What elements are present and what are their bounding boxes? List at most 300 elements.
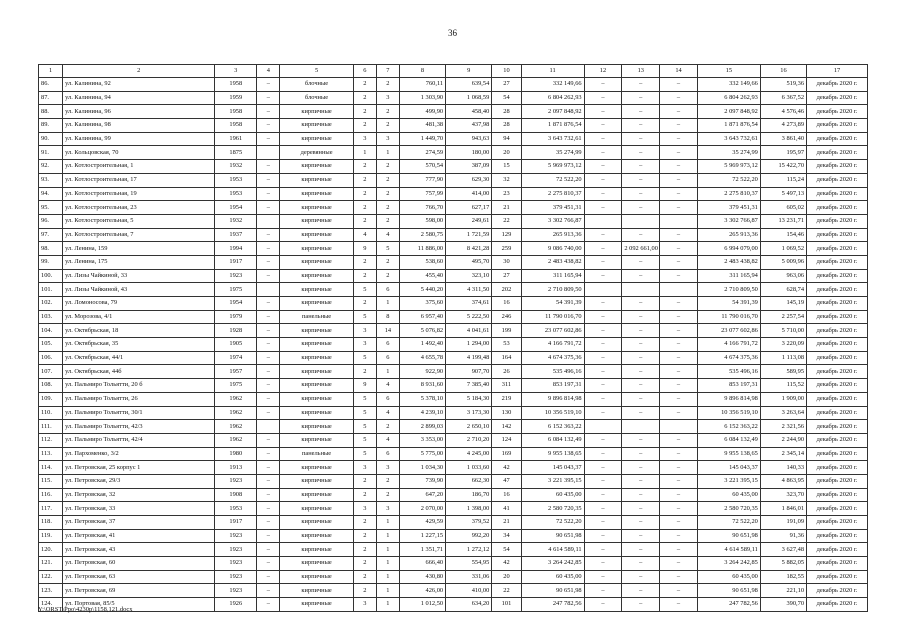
table-cell: 598,00 (399, 214, 445, 228)
table-cell: 2 (353, 78, 376, 92)
table-cell: – (257, 570, 280, 584)
table-cell: 2 097 848,92 (521, 105, 584, 119)
table-cell: ул. Пальмиро Тольятти, 26 (63, 392, 215, 406)
column-number: 11 (521, 65, 584, 78)
table-cell: 6 (376, 338, 399, 352)
table-cell: 102. (39, 297, 63, 311)
table-cell: – (660, 187, 698, 201)
table-cell: 6 994 079,00 (697, 242, 760, 256)
table-row (39, 119, 868, 133)
table-cell: 458,40 (446, 105, 492, 119)
table-cell: 2 483 438,82 (697, 255, 760, 269)
table-cell: 142 (492, 420, 521, 434)
table-cell: 1923 (215, 557, 257, 571)
table-cell: – (584, 365, 622, 379)
column-number: 10 (492, 65, 521, 78)
table-row (39, 173, 868, 187)
table-cell: 455,40 (399, 269, 445, 283)
table-cell: – (622, 474, 660, 488)
table-cell: ул. Петровская, 33 (63, 502, 215, 516)
table-row (39, 91, 868, 105)
table-cell: 3 302 766,87 (521, 214, 584, 228)
table-cell: – (660, 78, 698, 92)
table-cell: 2 (376, 105, 399, 119)
table-cell: 1962 (215, 406, 257, 420)
table-cell: – (622, 310, 660, 324)
table-cell: 101 (492, 598, 521, 612)
table-cell: 4 273,89 (760, 119, 806, 133)
table-row (39, 406, 868, 420)
table-cell: 72 522,20 (521, 516, 584, 530)
table-cell: 3 (353, 461, 376, 475)
table-cell: 11 790 016,70 (521, 310, 584, 324)
table-cell: кирпичные (280, 160, 353, 174)
table-cell: – (622, 598, 660, 612)
table-cell: 331,06 (446, 570, 492, 584)
table-cell: 538,60 (399, 255, 445, 269)
table-cell: 3 (376, 461, 399, 475)
table-cell: 249,61 (446, 214, 492, 228)
table-cell: – (584, 310, 622, 324)
table-cell: 259 (492, 242, 521, 256)
table-cell: 111. (39, 420, 63, 434)
table-cell: – (584, 598, 622, 612)
table-cell: 2 (376, 255, 399, 269)
table-cell: – (622, 228, 660, 242)
table-cell: кирпичные (280, 201, 353, 215)
table-cell (584, 420, 622, 434)
table-cell: – (660, 557, 698, 571)
table-cell: 1962 (215, 392, 257, 406)
column-number: 14 (660, 65, 698, 78)
table-cell: кирпичные (280, 392, 353, 406)
table-cell: 6 367,52 (760, 91, 806, 105)
table-cell: 2 (376, 214, 399, 228)
table-cell: кирпичные (280, 283, 353, 297)
table-cell: – (584, 502, 622, 516)
table-cell: – (660, 324, 698, 338)
table-cell: – (257, 255, 280, 269)
table-cell: 2 (353, 269, 376, 283)
table-cell: – (584, 557, 622, 571)
table-cell: 739,90 (399, 474, 445, 488)
table-cell: 21 (492, 201, 521, 215)
table-cell: 777,90 (399, 173, 445, 187)
table-cell: 323,10 (446, 269, 492, 283)
table-cell: 1958 (215, 105, 257, 119)
table-cell: – (622, 269, 660, 283)
table-cell: – (257, 379, 280, 393)
table-cell: 9 (353, 242, 376, 256)
table-cell: 2 (353, 91, 376, 105)
table-cell: 6 804 262,93 (697, 91, 760, 105)
table-cell: ул. Портовая, 85/5 (63, 598, 215, 612)
table-cell: декабрь 2020 г. (807, 474, 868, 488)
table-cell: 1957 (215, 365, 257, 379)
table-cell: 2 (353, 474, 376, 488)
table-cell: 1 012,50 (399, 598, 445, 612)
table-cell: – (660, 146, 698, 160)
table-cell: 629,30 (446, 173, 492, 187)
table-cell: – (622, 570, 660, 584)
table-cell (660, 420, 698, 434)
table-cell: кирпичные (280, 461, 353, 475)
table-cell: 92. (39, 160, 63, 174)
table-cell: 323,70 (760, 488, 806, 502)
table-cell: 91,36 (760, 529, 806, 543)
table-cell: – (622, 529, 660, 543)
table-row (39, 297, 868, 311)
table-cell: 182,55 (760, 570, 806, 584)
table-cell: ул. Калинина, 98 (63, 119, 215, 133)
table-cell: декабрь 2020 г. (807, 201, 868, 215)
table-cell: 35 274,99 (697, 146, 760, 160)
table-cell: 2 275 810,37 (697, 187, 760, 201)
table-cell: 87. (39, 91, 63, 105)
table-cell: 1926 (215, 598, 257, 612)
table-cell: декабрь 2020 г. (807, 502, 868, 516)
table-cell: 3 (353, 132, 376, 146)
table-cell: – (257, 160, 280, 174)
table-cell: 5 (353, 447, 376, 461)
table-cell: 2 (353, 584, 376, 598)
table-cell: – (257, 365, 280, 379)
table-row (39, 146, 868, 160)
table-cell: – (257, 529, 280, 543)
table-cell: 6 (376, 283, 399, 297)
table-cell: 3 220,09 (760, 338, 806, 352)
table-cell: кирпичные (280, 529, 353, 543)
table-cell: 1 272,12 (446, 543, 492, 557)
table-cell: 202 (492, 283, 521, 297)
table-cell: ул. Октябрьская, 35 (63, 338, 215, 352)
table-cell (584, 283, 622, 297)
table-cell: ул. Пальмиро Тольятти, 42/3 (63, 420, 215, 434)
table-cell: 1 (376, 516, 399, 530)
table-cell: панельные (280, 447, 353, 461)
table-cell: кирпичные (280, 598, 353, 612)
table-cell: 1979 (215, 310, 257, 324)
table-cell: 5 969 973,12 (521, 160, 584, 174)
table-cell: 124. (39, 598, 63, 612)
table-cell: 120. (39, 543, 63, 557)
table-row (39, 132, 868, 146)
table-cell: 1958 (215, 78, 257, 92)
table-cell: 1 (376, 297, 399, 311)
table-cell: 3 264 242,85 (697, 557, 760, 571)
table-cell: 90. (39, 132, 63, 146)
table-cell: 97. (39, 228, 63, 242)
table-cell: – (622, 297, 660, 311)
table-cell: 1923 (215, 543, 257, 557)
table-cell: – (584, 105, 622, 119)
table-cell: – (584, 160, 622, 174)
table-cell: 60 435,00 (697, 488, 760, 502)
table-cell: 5 440,20 (399, 283, 445, 297)
table-cell: – (257, 91, 280, 105)
table-cell: ул. Калинина, 96 (63, 105, 215, 119)
table-cell: 1958 (215, 119, 257, 133)
table-cell: 627,17 (446, 201, 492, 215)
table-cell: – (660, 529, 698, 543)
table-cell: – (622, 379, 660, 393)
table-cell: 634,20 (446, 598, 492, 612)
table-cell: декабрь 2020 г. (807, 543, 868, 557)
table-cell: ул. Пальмиро Тольятти, 20 б (63, 379, 215, 393)
table-cell: 2 899,03 (399, 420, 445, 434)
table-cell (584, 214, 622, 228)
table-row (39, 557, 868, 571)
table-cell: кирпичные (280, 269, 353, 283)
table-cell: 3 643 732,61 (521, 132, 584, 146)
table-cell: 332 149,66 (521, 78, 584, 92)
table-cell: 2 (353, 365, 376, 379)
table-cell: 1 (376, 584, 399, 598)
table-cell: 5 969 973,12 (697, 160, 760, 174)
table-cell: ул. Лизы Чайкиной, 43 (63, 283, 215, 297)
table-cell: 4 674 375,36 (697, 351, 760, 365)
table-cell: – (660, 433, 698, 447)
table-cell: ул. Пархоменко, 3/2 (63, 447, 215, 461)
table-cell: – (257, 78, 280, 92)
table-cell: кирпичные (280, 119, 353, 133)
table-cell: 4 655,78 (399, 351, 445, 365)
table-cell: 1875 (215, 146, 257, 160)
table-cell: 3 353,00 (399, 433, 445, 447)
table-cell: 6 084 132,49 (521, 433, 584, 447)
table-cell: 554,95 (446, 557, 492, 571)
table-cell: декабрь 2020 г. (807, 365, 868, 379)
table-cell: – (584, 392, 622, 406)
table-row (39, 310, 868, 324)
table-cell: декабрь 2020 г. (807, 570, 868, 584)
column-number: 15 (697, 65, 760, 78)
table-cell: 2 580 720,35 (697, 502, 760, 516)
table-cell: 2 (376, 119, 399, 133)
table-cell: – (622, 557, 660, 571)
table-cell: – (584, 146, 622, 160)
table-cell: декабрь 2020 г. (807, 338, 868, 352)
table-cell: 9 896 814,98 (697, 392, 760, 406)
table-cell: – (584, 255, 622, 269)
table-cell: – (584, 584, 622, 598)
table-cell: 2 (353, 105, 376, 119)
table-cell: – (257, 461, 280, 475)
table-cell: – (660, 351, 698, 365)
table-cell: 2 244,90 (760, 433, 806, 447)
table-cell: 274,59 (399, 146, 445, 160)
table-cell: 1913 (215, 461, 257, 475)
table-cell: – (257, 242, 280, 256)
table-cell: 2 (353, 297, 376, 311)
table-cell: 5 (376, 242, 399, 256)
table-cell: 2 710,20 (446, 433, 492, 447)
table-cell: декабрь 2020 г. (807, 242, 868, 256)
table-cell: – (660, 255, 698, 269)
table-cell: ул. Калинина, 99 (63, 132, 215, 146)
table-cell: 375,60 (399, 297, 445, 311)
table-cell: 2 (353, 255, 376, 269)
table-cell: 1 069,52 (760, 242, 806, 256)
table-cell: – (584, 516, 622, 530)
table-cell: – (257, 351, 280, 365)
table-row (39, 392, 868, 406)
table-cell: – (660, 598, 698, 612)
table-cell: ул. Кольцовская, 70 (63, 146, 215, 160)
table-cell: ул. Котлостроительная, 7 (63, 228, 215, 242)
table-row (39, 78, 868, 92)
table-cell: – (660, 242, 698, 256)
table-cell: – (660, 570, 698, 584)
table-cell: – (622, 365, 660, 379)
table-cell: декабрь 2020 г. (807, 598, 868, 612)
table-cell: 1975 (215, 283, 257, 297)
table-cell: – (660, 392, 698, 406)
table-row (39, 379, 868, 393)
table-cell: – (622, 502, 660, 516)
table-cell: 15 422,70 (760, 160, 806, 174)
table-cell: 101. (39, 283, 63, 297)
table-cell: 7 385,40 (446, 379, 492, 393)
table-cell (622, 283, 660, 297)
table-cell: 4 (376, 228, 399, 242)
table-cell: – (257, 132, 280, 146)
table-cell: 495,70 (446, 255, 492, 269)
table-cell: 2 345,14 (760, 447, 806, 461)
table-cell: 191,09 (760, 516, 806, 530)
table-cell: 9 955 138,65 (521, 447, 584, 461)
table-cell: 757,99 (399, 187, 445, 201)
table-cell: 90 651,98 (697, 584, 760, 598)
table-cell: 3 302 766,87 (697, 214, 760, 228)
table-cell: – (622, 392, 660, 406)
table-cell: 4 245,00 (446, 447, 492, 461)
table-cell: ул. Морозова, 4/1 (63, 310, 215, 324)
table-cell: 1923 (215, 570, 257, 584)
table-cell: 4 166 791,72 (697, 338, 760, 352)
table-cell: декабрь 2020 г. (807, 160, 868, 174)
table-cell: ул. Котлостроительная, 23 (63, 201, 215, 215)
table-cell: – (622, 187, 660, 201)
table-cell (660, 283, 698, 297)
table-cell: 60 435,00 (521, 570, 584, 584)
table-cell: декабрь 2020 г. (807, 310, 868, 324)
table-cell: 3 221 395,15 (521, 474, 584, 488)
table-cell: ул. Ленина, 159 (63, 242, 215, 256)
table-cell: – (257, 269, 280, 283)
table-cell: 1917 (215, 516, 257, 530)
table-cell: – (660, 447, 698, 461)
table-cell: ул. Петровская, 69 (63, 584, 215, 598)
table-cell: 2 (353, 201, 376, 215)
table-cell: 1923 (215, 474, 257, 488)
table-cell: 246 (492, 310, 521, 324)
table-cell: 60 435,00 (697, 570, 760, 584)
table-cell: 72 522,20 (697, 173, 760, 187)
table-cell: ул. Пальмиро Тольятти, 30/1 (63, 406, 215, 420)
table-cell: 121. (39, 557, 63, 571)
table-cell: 2 (353, 160, 376, 174)
column-number: 13 (622, 65, 660, 78)
table-cell: 3 643 732,61 (697, 132, 760, 146)
table-cell: декабрь 2020 г. (807, 214, 868, 228)
table-cell: – (584, 297, 622, 311)
table-cell: 2 (353, 529, 376, 543)
table-cell: кирпичные (280, 420, 353, 434)
table-cell: – (622, 201, 660, 215)
table-cell (622, 420, 660, 434)
table-cell: – (257, 447, 280, 461)
table-cell: 265 913,36 (521, 228, 584, 242)
table-cell: 1 113,08 (760, 351, 806, 365)
table-cell: кирпичные (280, 173, 353, 187)
table-cell: 1 (376, 365, 399, 379)
table-cell: 2 (353, 187, 376, 201)
table-cell: 1932 (215, 214, 257, 228)
table-cell: 1 033,60 (446, 461, 492, 475)
table-cell: кирпичные (280, 365, 353, 379)
table-row (39, 338, 868, 352)
table-cell: 10 356 519,10 (521, 406, 584, 420)
table-cell: – (257, 392, 280, 406)
table-row (39, 516, 868, 530)
table-cell: 100. (39, 269, 63, 283)
table-row (39, 488, 868, 502)
table-cell: – (584, 406, 622, 420)
table-cell: 5 710,00 (760, 324, 806, 338)
table-row (39, 365, 868, 379)
table-cell: 2 (376, 269, 399, 283)
table-cell: – (257, 173, 280, 187)
table-cell: ул. Петровская, 60 (63, 557, 215, 571)
table-cell: 1923 (215, 584, 257, 598)
table-cell: 311 (492, 379, 521, 393)
table-cell: 22 (492, 214, 521, 228)
table-row (39, 584, 868, 598)
table-cell: 116. (39, 488, 63, 502)
table-cell: 6 (376, 351, 399, 365)
table-cell: 26 (492, 365, 521, 379)
table-cell: 1 871 876,54 (697, 119, 760, 133)
table-cell: 16 (492, 297, 521, 311)
table-cell: 1917 (215, 255, 257, 269)
table-cell: – (660, 269, 698, 283)
table-cell: – (622, 543, 660, 557)
table-cell: 1974 (215, 351, 257, 365)
table-cell: 2 (353, 119, 376, 133)
table-cell: 3 (376, 502, 399, 516)
table-cell: 379 451,31 (697, 201, 760, 215)
table-cell: декабрь 2020 г. (807, 255, 868, 269)
table-cell: кирпичные (280, 351, 353, 365)
table-cell: 3 627,48 (760, 543, 806, 557)
table-cell: 34 (492, 529, 521, 543)
table-row (39, 242, 868, 256)
table-cell: кирпичные (280, 379, 353, 393)
table-cell: – (584, 187, 622, 201)
column-number: 12 (584, 65, 622, 78)
table-cell: 20 (492, 570, 521, 584)
table-cell: 605,02 (760, 201, 806, 215)
table-row (39, 502, 868, 516)
table-cell: 1905 (215, 338, 257, 352)
table-cell: 195,97 (760, 146, 806, 160)
table-cell: ул. Октябрьская, 18 (63, 324, 215, 338)
table-cell: – (660, 201, 698, 215)
table-cell: – (622, 119, 660, 133)
table-cell: 311 165,94 (521, 269, 584, 283)
table-cell (660, 214, 698, 228)
